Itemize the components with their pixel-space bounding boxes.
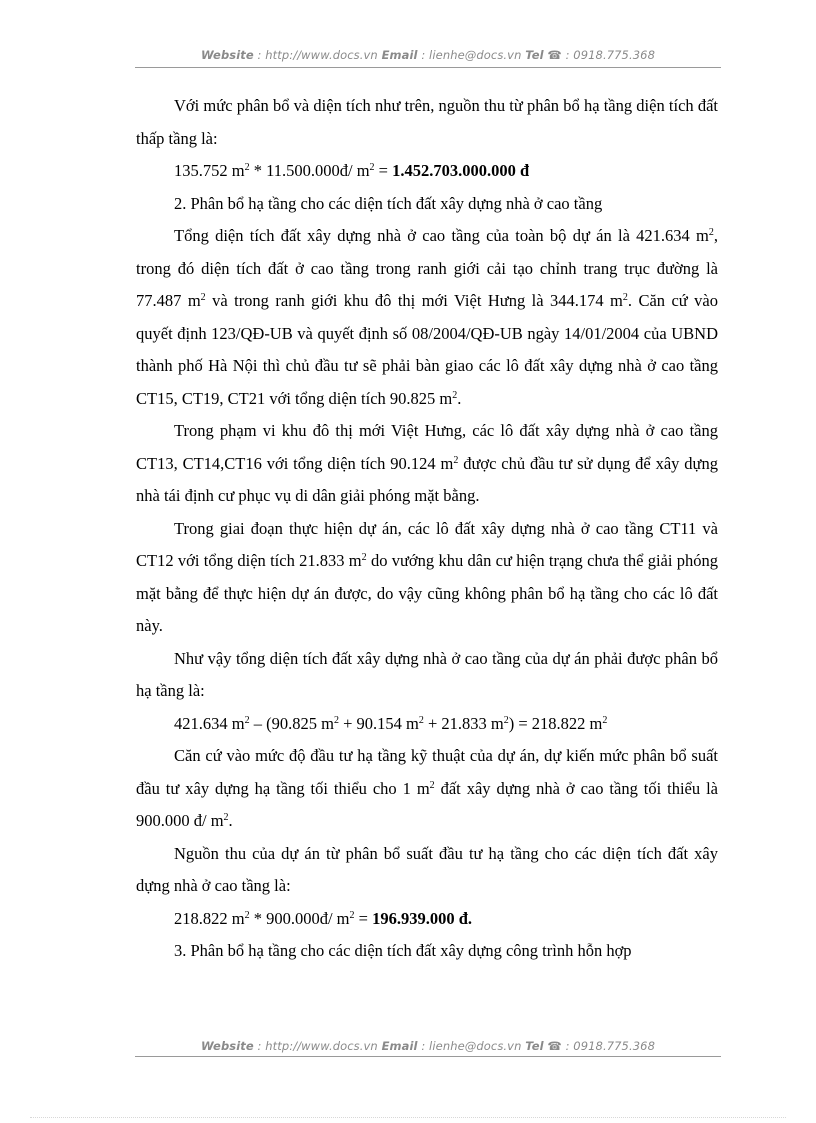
- paragraph-10: Nguồn thu của dự án từ phân bổ suất đầu tư hạ tầng cho các diện tích đất xây dựng nhà ở cao tầng là:: [136, 843, 718, 895]
- footer-website-label: Website: [201, 1039, 254, 1053]
- page-header: [135, 48, 721, 62]
- formula-low-rise: 135.752 $m^2$ * 11.500.000đ/ $m^2 = 1.452.703.000.000$ đ: [174, 161, 530, 180]
- low-rise-total: 1.452.703.000.000 đ: [392, 161, 530, 180]
- paragraph-5: Trong phạm vi khu đô thị mới Việt Hưng, các lô đất xây dựng nhà ở cao tầng CT13, CT14,CT16 với tổng diện tích 90.124 $m^2$ được chủ đầu tư sử dụng để xây dựng nhà tái định cư phục vụ di dân giải phóng mặt bằng.: [136, 421, 718, 505]
- paragraph-6: Trong giai đoạn thực hiện dự án, các lô đất xây dựng nhà ở cao tầng CT11 và CT12 với tổng diện tích 21.833 $m^2$ do vướng khu dân cư hiện trạng chưa thể giải phóng mặt bằng để thực hiện dự án được, do vậy cũng không phân bổ hạ tầng cho các lô đất này.: [136, 518, 718, 635]
- page-footer: [135, 1039, 721, 1053]
- header-divider: [135, 67, 721, 68]
- paragraph-9: Căn cứ vào mức độ đầu tư hạ tầng kỹ thuật của dự án, dự kiến mức phân bổ suất đầu tư xây dựng hạ tầng tối thiểu cho 1 $m^2$ đất xây dựng nhà ở cao tầng tối thiểu là 900.000 đ/ $m^2$.: [136, 746, 718, 830]
- footer-divider: [135, 1056, 721, 1057]
- footer-tel-label: Tel: [525, 1039, 544, 1053]
- footer-tel-value: ☎ : 0918.775.368: [543, 1039, 655, 1053]
- header-tel-label: Tel: [525, 48, 544, 62]
- footer-website-value: : http://www.docs.vn: [253, 1039, 382, 1053]
- formula-high-rise-area: 421.634 $m^2 - (90.825$ $m^2 + 90.154$ $m^2 + 21.833$ $m^2) = 218.822$ $m^2$: [174, 713, 608, 733]
- header-email-label: Email: [381, 48, 418, 62]
- page-bottom-dotted-line: [30, 1117, 786, 1118]
- header-website-label: Website: [201, 48, 254, 62]
- high-rise-total: 196.939.000 đ.: [372, 908, 473, 928]
- document-body: [136, 90, 718, 968]
- paragraph-7: Như vậy tổng diện tích đất xây dựng nhà ở cao tầng của dự án phải được phân bổ hạ tầng là:: [136, 648, 718, 700]
- header-email-value: : lienhe@docs.vn: [417, 48, 526, 62]
- header-website-value: : http://www.docs.vn: [253, 48, 382, 62]
- formula-high-rise-revenue: 218.822 $m^2$ * 900.000đ/ $m^2 = 196.939.000$ đ.: [174, 908, 473, 928]
- header-tel-value: ☎ : 0918.775.368: [543, 48, 655, 62]
- paragraph-1: Với mức phân bổ và diện tích như trên, nguồn thu từ phân bổ hạ tầng diện tích đất thấp tầng là:: [136, 96, 718, 148]
- section-heading-2: 2. Phân bổ hạ tầng cho các diện tích đất xây dựng nhà ở cao tầng: [174, 193, 603, 213]
- footer-email-value: : lienhe@docs.vn: [417, 1039, 526, 1053]
- section-heading-3: 3. Phân bổ hạ tầng cho các diện tích đất xây dựng công trình hỗn hợp: [174, 941, 632, 960]
- paragraph-4: Tổng diện tích đất xây dựng nhà ở cao tầng của toàn bộ dự án là 421.634 $m^2$, trong đó diện tích đất ở cao tầng trong ranh giới cải tạo chỉnh trang trục đường là 77.487 $m^2$ và trong ranh giới khu đô thị mới Việt Hưng là 344.174 $m^2$. Căn cứ vào quyết định 123/QĐ-UB và quyết định số 08/2004/QĐ-UB ngày 14/01/2004 của UBND thành phố Hà Nội thì chủ đầu tư sẽ phải bàn giao các lô đất xây dựng nhà ở cao tầng CT15, CT19, CT21 với tổng diện tích 90.825 $m^2$.: [136, 226, 718, 408]
- footer-email-label: Email: [381, 1039, 418, 1053]
